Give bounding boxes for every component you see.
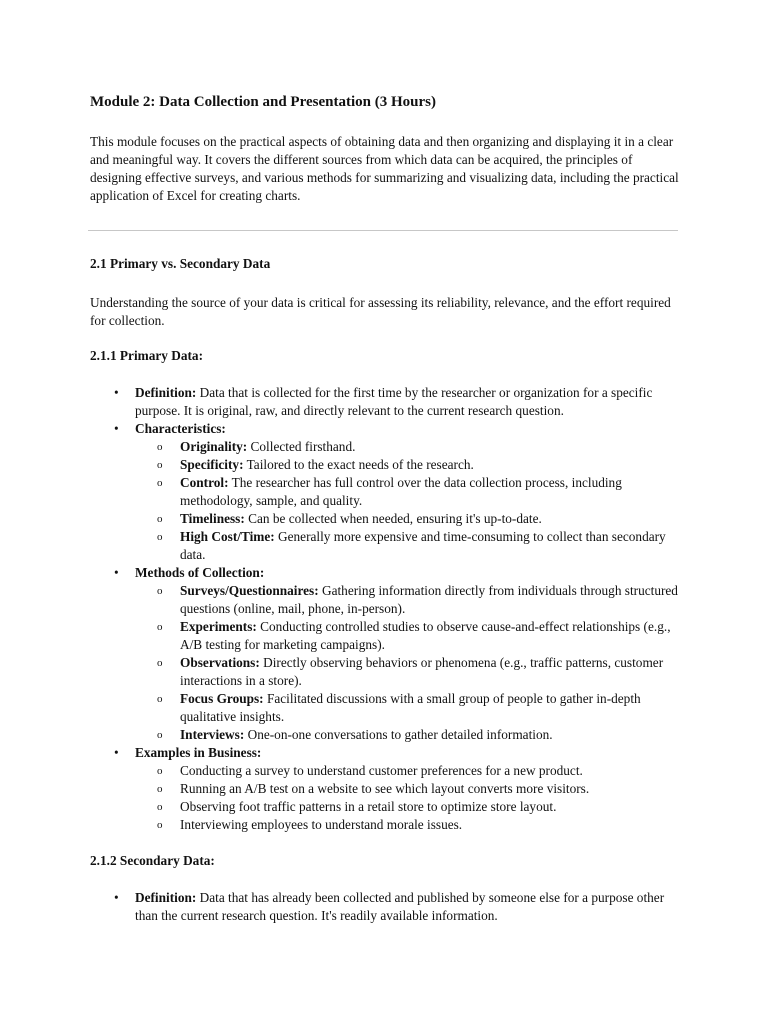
term-label: Methods of Collection: — [135, 565, 265, 580]
sub-bullet-icon: o — [157, 729, 163, 741]
term-text: Collected firsthand. — [247, 439, 356, 454]
term-text: Tailored to the exact needs of the research. — [243, 457, 474, 472]
sub-bullet-icon: o — [157, 477, 163, 489]
term-label: Surveys/Questionnaires: — [180, 583, 319, 598]
section-heading-2-1: 2.1 Primary vs. Secondary Data — [90, 256, 271, 271]
term-text: Gathering information directly from individuals through structured questions (online, mail, phone, in-person). — [180, 583, 678, 616]
list-item — [135, 726, 680, 744]
example-text: Observing foot traffic patterns in a retail store to optimize store layout. — [180, 799, 557, 814]
sub-bullet-icon: o — [157, 513, 163, 525]
sub-bullet-icon: o — [157, 441, 163, 453]
bullet-icon: • — [114, 385, 119, 400]
list-item — [135, 690, 680, 726]
bullet-icon: • — [114, 565, 119, 580]
sub-bullet-icon: o — [157, 783, 163, 795]
sub-bullet-icon: o — [157, 585, 163, 597]
term-label: Timeliness: — [180, 511, 245, 526]
term-text: Facilitated discussions with a small group of people to gather in-depth qualitative insights. — [180, 691, 641, 724]
secondary-data-list — [90, 889, 680, 925]
term-label: Originality: — [180, 439, 248, 454]
section-2-1-paragraph: Understanding the source of your data is critical for assessing its reliability, relevance, and the effort required for collection. — [90, 295, 671, 328]
term-text: Data that has already been collected and published by someone else for a purpose other than the current research question. It's readily available information. — [135, 890, 665, 923]
term-text: Generally more expensive and time-consuming to collect than secondary data. — [180, 529, 666, 562]
list-item-definition — [90, 384, 680, 420]
term-label: Definition: — [135, 385, 197, 400]
example-text: Conducting a survey to understand customer preferences for a new product. — [180, 763, 583, 778]
term-text: One-on-one conversations to gather detailed information. — [244, 727, 553, 742]
bullet-icon: • — [114, 890, 119, 905]
list-item — [135, 510, 680, 528]
list-item — [135, 474, 680, 510]
list-item — [135, 618, 680, 654]
term-text: Can be collected when needed, ensuring it's up-to-date. — [244, 511, 542, 526]
sub-bullet-icon: o — [157, 765, 163, 777]
list-item — [135, 798, 680, 816]
list-item-methods — [90, 564, 680, 744]
bullet-icon: • — [114, 421, 119, 436]
list-item — [135, 582, 680, 618]
document-page — [90, 92, 680, 943]
term-label: Interviews: — [180, 727, 245, 742]
subsection-heading-primary: 2.1.1 Primary Data: — [90, 348, 203, 363]
list-item — [135, 816, 680, 834]
sub-bullet-icon: o — [157, 693, 163, 705]
term-label: Examples in Business: — [135, 745, 262, 760]
list-item-characteristics — [90, 420, 680, 564]
term-label: Specificity: — [180, 457, 244, 472]
term-text: Directly observing behaviors or phenomena (e.g., traffic patterns, customer interactions in a store). — [180, 655, 664, 688]
example-text: Running an A/B test on a website to see which layout converts more visitors. — [180, 781, 590, 796]
list-item — [135, 654, 680, 690]
example-text: Interviewing employees to understand morale issues. — [180, 817, 463, 832]
module-title: Module 2: Data Collection and Presentation (3 Hours) — [90, 94, 436, 110]
sub-bullet-icon: o — [157, 621, 163, 633]
sub-bullet-icon: o — [157, 801, 163, 813]
list-item — [135, 528, 680, 564]
list-item-definition — [90, 889, 680, 925]
sub-bullet-icon: o — [157, 459, 163, 471]
term-label: Definition: — [135, 890, 197, 905]
section-divider — [88, 230, 678, 231]
primary-data-list — [90, 384, 680, 834]
intro-paragraph: This module focuses on the practical aspects of obtaining data and then organizing and displaying it in a clear and meaningful way. It covers the different sources from which data can be acquired, the principles of designing effective surveys, and various methods for summarizing and visualizing data, including the practical application of Excel for creating charts. — [90, 134, 679, 203]
term-text: Conducting controlled studies to observe cause-and-effect relationships (e.g., A/B testing for marketing campaigns). — [180, 619, 671, 652]
term-label: Control: — [180, 475, 229, 490]
term-label: Experiments: — [180, 619, 257, 634]
list-item — [135, 456, 680, 474]
sub-bullet-icon: o — [157, 657, 163, 669]
term-text: The researcher has full control over the data collection process, including methodology, sample, and quality. — [180, 475, 622, 508]
term-label: Focus Groups: — [180, 691, 264, 706]
sub-bullet-icon: o — [157, 819, 163, 831]
term-label: Characteristics: — [135, 421, 226, 436]
term-label: Observations: — [180, 655, 260, 670]
term-label: High Cost/Time: — [180, 529, 275, 544]
term-text: Data that is collected for the first time by the researcher or organization for a specific purpose. It is original, raw, and directly relevant to the current research question. — [135, 385, 653, 418]
methods-list — [135, 582, 680, 744]
examples-list — [135, 762, 680, 834]
list-item — [135, 762, 680, 780]
bullet-icon: • — [114, 745, 119, 760]
characteristics-list — [135, 438, 680, 564]
list-item — [135, 780, 680, 798]
sub-bullet-icon: o — [157, 531, 163, 543]
subsection-heading-secondary: 2.1.2 Secondary Data: — [90, 853, 215, 868]
list-item — [135, 438, 680, 456]
list-item-examples — [90, 744, 680, 834]
